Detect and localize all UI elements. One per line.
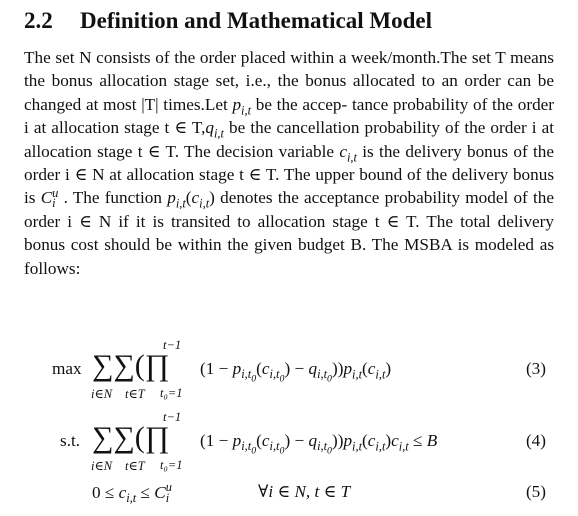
para-text: allocation stage t ∈ T. The upper bound of the delivery bonus is (24, 165, 555, 208)
product-upper-limit: t−1 (163, 410, 182, 424)
equation-condition: ∀i ∈ N, t ∈ T (258, 482, 351, 501)
section-heading (24, 8, 432, 34)
para-text: is the delivery bonus of the order i ∈ N at (24, 141, 554, 185)
para-text: total delivery bonus cost should be within the given budget B. The (24, 211, 554, 255)
section-title: Definition and Mathematical Model (80, 8, 432, 33)
equation-4 (0, 410, 578, 480)
para-text: decision variable (216, 141, 335, 161)
product-lower-limit: t₀=1 (160, 386, 183, 400)
eq-label-st: s.t. (60, 431, 81, 450)
equation-number: (4) (525, 431, 546, 450)
sum-lower-limit-t: t∈T (125, 459, 145, 473)
sum-lower-limit-n: i∈N (91, 387, 113, 401)
para-text: to an order can be changed at most |T| times.Let (24, 71, 555, 114)
equation-5 (0, 478, 578, 508)
sum-lower-limit-t: t∈T (125, 387, 145, 401)
sum-lower-limit-n: i∈N (91, 459, 113, 473)
equation-body: $(1 - p_{i,t_0}(c_{i,t_0}) - q_{i,t_0}))p_{i,t}(c_{i,t})$ (200, 359, 392, 385)
equation-number: (3) (525, 359, 546, 378)
para-text: cancellation probability of the order i at allocation stage t ∈ T. The (24, 118, 555, 161)
para-text: be the (229, 118, 272, 138)
para-text: The set N consists of the order placed within a week/month.The (24, 48, 468, 67)
para-text: set T means the bonus allocation stage set, i.e., the bonus allocated (24, 48, 554, 91)
sum-symbol: ∑∑(∏ (92, 349, 170, 382)
equation-body: $0 \le c_{i,t} \le C$ u i (92, 480, 172, 506)
equation-body: $(1 - p_{i,t_0}(c_{i,t_0}) - q_{i,t_0}))p_{i,t}(c_{i,t})c_{i,t} \le B$ (200, 431, 438, 457)
para-text: tance probability of the order i at allocation stage t ∈ T, (24, 94, 555, 138)
equation-number: (5) (525, 482, 546, 501)
sum-symbol: ∑∑(∏ (92, 421, 170, 454)
product-upper-limit: t−1 (163, 338, 182, 352)
para-text: . The function (63, 188, 162, 208)
para-text: denotes the acceptance probability model (220, 188, 509, 208)
para-text: MSBA is modeled as follows: (24, 235, 555, 278)
eq-label-max: max (52, 359, 82, 378)
body-paragraph: The set N consists of the order placed within a week/month.The set T means the bonus allocation stage set, i.e., the bonus allocated to an order can be changed at most |T| times.Let $p_{i,t}$ be the accep- tance probability of the order i at allocation stage t ∈ $T,q_{i,t}$ be the cancellation probability of the order i at allocation stage t ∈ T. The decision variable $c_{i,t}$ is the delivery bonus of the order i ∈ N at allocation stage t ∈ T. The upper bound of the delivery bonus is C u i . The function $p_{i,t}(c_{i,t})$ denotes the acceptance probability model of the order i ∈ N if it is transited to allocation stage t ∈ T. The total delivery bonus cost should be within the given budget B. The MSBA is modeled as follows: (24, 48, 555, 278)
para-text: of the order i ∈ N if it is transited to allocation stage t ∈ T. The (24, 188, 554, 231)
section-number: 2.2 (24, 8, 53, 33)
para-text: be the accep- (255, 94, 348, 114)
product-lower-limit: t₀=1 (160, 458, 183, 472)
equation-3 (0, 338, 578, 408)
